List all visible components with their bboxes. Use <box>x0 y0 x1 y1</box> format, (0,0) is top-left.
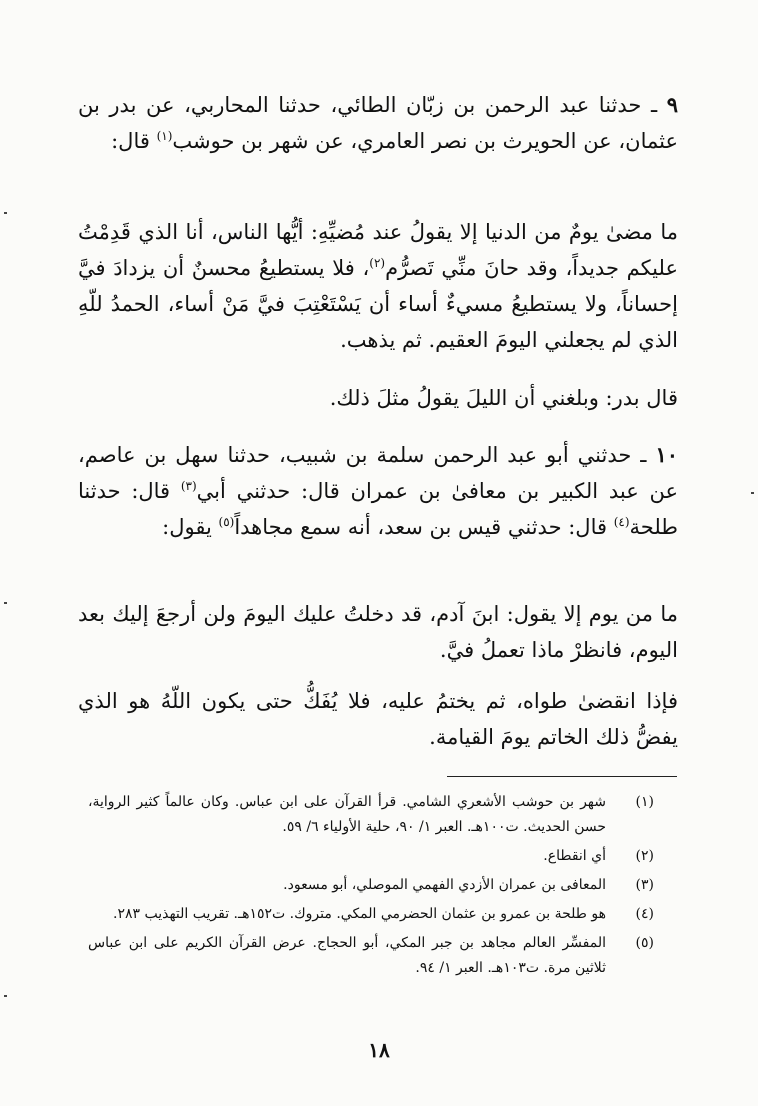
footnote-text: أي انقطاع. <box>543 848 606 864</box>
footnote-1 <box>88 790 654 840</box>
footnote-text: المعافى بن عمران الأزدي الفهمي الموصلي، أبو مسعود. <box>283 877 606 893</box>
footnote-ref-5[interactable]: (٥) <box>218 515 235 529</box>
footnote-ref-3[interactable]: (٣) <box>180 479 197 493</box>
footnote-mark: (٤) <box>635 906 654 922</box>
entry-10-isnad <box>78 437 678 545</box>
entry-10-isnad-c: قال: حدثني قيس بن سعد، أنه سمع مجاهداً <box>234 515 614 539</box>
entry-9-text-end: ، فلا يستطيعُ محسنٌ أن يزدادَ فيَّ إحساناً، ولا يستطيعُ مسيءٌ أساء أن يَسْتَعْتِبَ فيَّ مَنْ أساء، الحمدُ للّهِ الذي لم يجعلني اليومَ العقيم. ثم يذهب. <box>78 256 678 352</box>
entry-9-isnad <box>78 87 678 159</box>
footnote-separator <box>447 776 677 777</box>
footnote-mark: (٥) <box>635 935 654 951</box>
page-number: ١٨ <box>368 1038 390 1062</box>
scan-mark <box>4 212 7 214</box>
entry-9-isnad-text: ـ حدثنا عبد الرحمن بن زبّان الطائي، حدثنا المحاربي، عن بدر بن عثمان، عن الحويرث بن نصر العامري، عن شهر بن حوشب <box>78 93 678 153</box>
footnote-mark: (١) <box>635 794 654 810</box>
footnote-4 <box>88 902 654 927</box>
entry-9-number: ٩ <box>666 92 678 117</box>
footnote-5 <box>88 931 654 981</box>
entry-10-isnad-b: قال: حدثنا طلحة <box>78 479 678 539</box>
entry-9-isnad-end: قال: <box>111 129 150 153</box>
scan-mark <box>4 995 7 997</box>
footnote-text: هو طلحة بن عمرو بن عثمان الحضرمي المكي. متروك. ت١٥٢هـ. تقريب التهذيب ٢٨٣. <box>113 906 606 922</box>
footnote-ref-1[interactable]: (١) <box>156 129 173 143</box>
footnotes <box>88 790 654 985</box>
entry-9-badr-saying: قال بدر: وبلغني أن الليلَ يقولُ مثلَ ذلك. <box>329 386 678 410</box>
entry-10-number: ١٠ <box>655 442 678 467</box>
entry-10-text-a: ما من يوم إلا يقول: ابنَ آدم، قد دخلتُ عليك اليومَ ولن أرجعَ إليك بعد اليوم، فانظرْ ماذا تعملُ فيَّ. <box>78 602 678 662</box>
footnote-ref-4[interactable]: (٤) <box>613 515 630 529</box>
entry-9-text-main: ما مضىٰ يومٌ من الدنيا إلا يقولُ عند مُضيِّهِ: أيُّها الناس، أنا الذي قَدِمْتُ عليكم جديداً، وقد حانَ منِّي تَصرُّم <box>78 220 678 280</box>
footnote-mark: (٢) <box>635 848 654 864</box>
entry-10-isnad-a: ـ حدثني أبو عبد الرحمن سلمة بن شبيب، حدثنا سهل بن عاصم، عن عبد الكبير بن معافىٰ بن عمران قال: حدثني أبي <box>78 443 678 503</box>
entry-10-isnad-d: يقول: <box>162 515 219 539</box>
footnote-mark: (٣) <box>635 877 654 893</box>
footnote-text: شهر بن حوشب الأشعري الشامي. قرأ القرآن على ابن عباس. وكان عالماً كثير الرواية، حسن الحديث. ت١٠٠هـ. العبر ١/ ٩٠، حلية الأولياء ٦/ ٥٩. <box>88 794 606 835</box>
footnote-ref-2[interactable]: (٢) <box>369 256 386 270</box>
footnote-text: المفسِّر العالم مجاهد بن جبر المكي، أبو الحجاج. عرض القرآن الكريم على ابن عباس ثلاثين مرة. ت١٠٣هـ. العبر ١/ ٩٤. <box>88 935 606 976</box>
scan-mark <box>751 492 754 494</box>
entry-9-text <box>78 214 678 358</box>
footnote-3 <box>88 873 654 898</box>
scan-mark <box>4 602 7 604</box>
entry-10-text-b: فإذا انقضىٰ طواه، ثم يختمُ عليه، فلا يُفَكُّ حتى يكون اللّهُ هو الذي يفضُّ ذلك الخاتم يومَ القيامة. <box>78 689 678 749</box>
footnote-2 <box>88 844 654 869</box>
